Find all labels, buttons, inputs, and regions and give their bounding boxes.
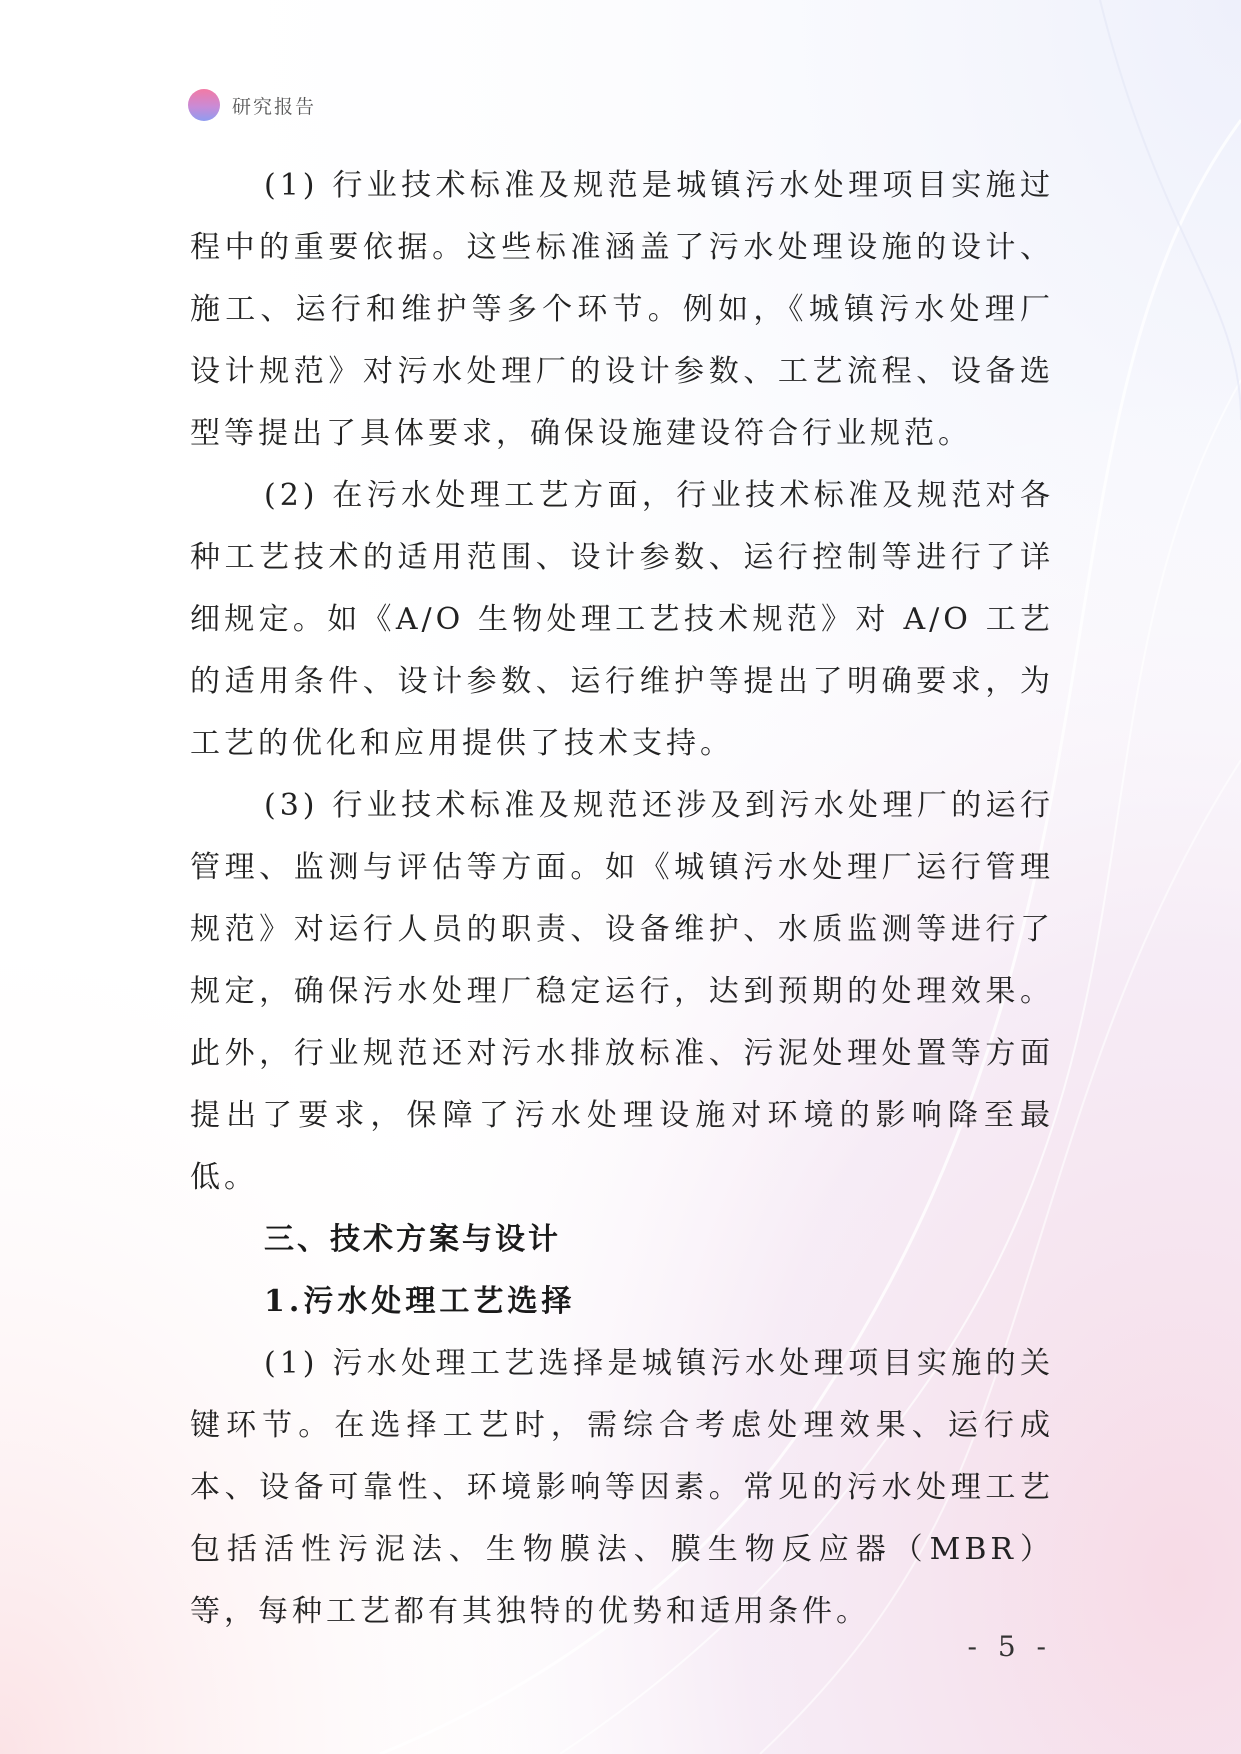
- subsection-heading: 1.污水处理工艺选择: [264, 1284, 576, 1319]
- paragraph-standards-2: (2) 在污水处理工艺方面，行业技术标准及规范对各种工艺技术的适用范围、设计参数、运行控制等进行了详细规定。如《A/O 生物处理工艺技术规范》对 A/O 工艺的适用条件、设计参数、运行维护等提出了明确要求，为工艺的优化和应用提供了技术支持。: [190, 478, 1054, 761]
- section-heading: 三、技术方案与设计: [264, 1222, 561, 1257]
- page-number: - 5 -: [967, 1630, 1052, 1663]
- header-title: 研究报告: [232, 95, 317, 118]
- logo-circle-icon: [188, 89, 220, 121]
- document-body: [190, 155, 1054, 1643]
- report-header: [188, 89, 316, 121]
- paragraph-standards-1: (1) 行业技术标准及规范是城镇污水处理项目实施过程中的重要依据。这些标准涵盖了污水处理设施的设计、施工、运行和维护等多个环节。例如，《城镇污水处理厂设计规范》对污水处理厂的设计参数、工艺流程、设备选型等提出了具体要求，确保设施建设符合行业规范。: [190, 168, 1054, 451]
- paragraph-standards-3: (3) 行业技术标准及规范还涉及到污水处理厂的运行管理、监测与评估等方面。如《城镇污水处理厂运行管理规范》对运行人员的职责、设备维护、水质监测等进行了规定，确保污水处理厂稳定运行，达到预期的处理效果。此外，行业规范还对污水排放标准、污泥处理处置等方面提出了要求，保障了污水处理设施对环境的影响降至最低。: [190, 788, 1054, 1195]
- paragraph-process-1: (1) 污水处理工艺选择是城镇污水处理项目实施的关键环节。在选择工艺时，需综合考虑处理效果、运行成本、设备可靠性、环境影响等因素。常见的污水处理工艺包括活性污泥法、生物膜法、膜生物反应器（MBR）等，每种工艺都有其独特的优势和适用条件。: [190, 1346, 1054, 1629]
